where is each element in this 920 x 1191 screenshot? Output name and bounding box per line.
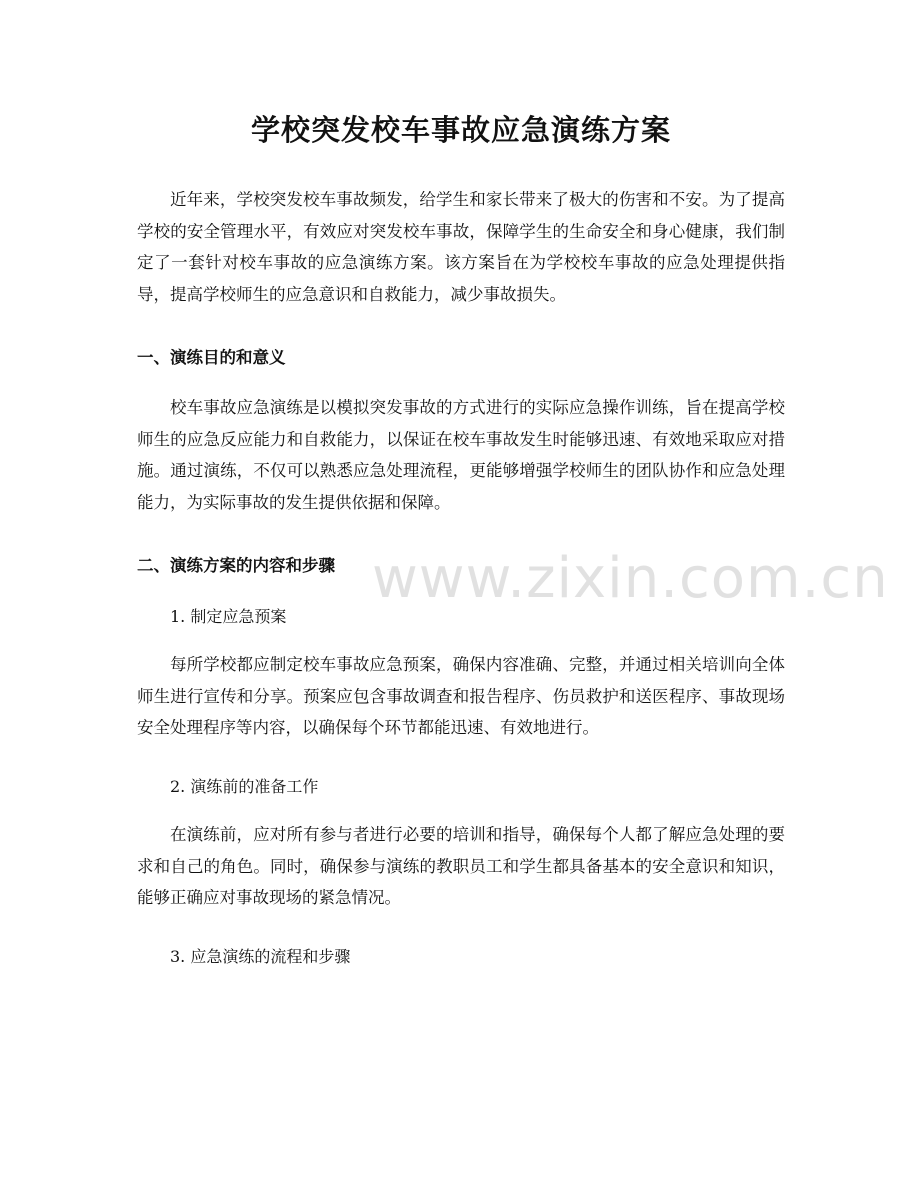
subitem-label-plan: 1. 制定应急预案 bbox=[170, 607, 287, 626]
subitem-body-plan: 每所学校都应制定校车事故应急预案，确保内容准确、完整，并通过相关培训向全体师生进行宣传和分享。预案应包含事故调查和报告程序、伤员救护和送医程序、事故现场安全处理程序等内容，以确保每个环节都能迅速、有效地进行。 bbox=[137, 655, 785, 737]
subitem-body-preparation: 在演练前，应对所有参与者进行必要的培训和指导，确保每个人都了解应急处理的要求和自己的角色。同时，确保参与演练的教职员工和学生都具备基本的安全意识和知识，能够正确应对事故现场的紧急情况。 bbox=[137, 825, 785, 907]
section-heading-content-steps: 二、演练方案的内容和步骤 bbox=[137, 556, 335, 575]
section-heading-purpose: 一、演练目的和意义 bbox=[137, 348, 286, 367]
subitem-label-process: 3. 应急演练的流程和步骤 bbox=[170, 947, 351, 966]
intro-paragraph: 近年来，学校突发校车事故频发，给学生和家长带来了极大的伤害和不安。为了提高学校的安全管理水平，有效应对突发校车事故，保障学生的生命安全和身心健康，我们制定了一套针对校车事故的应急演练方案。该方案旨在为学校校车事故的应急处理提供指导，提高学校师生的应急意识和自救能力，减少事故损失。 bbox=[137, 190, 785, 304]
watermark: www.zixin.com.cn bbox=[372, 546, 889, 611]
document-title: 学校突发校车事故应急演练方案 bbox=[250, 113, 671, 147]
section-body-purpose: 校车事故应急演练是以模拟突发事故的方式进行的实际应急操作训练，旨在提高学校师生的应急反应能力和自救能力，以保证在校车事故发生时能够迅速、有效地采取应对措施。通过演练，不仅可以熟悉应急处理流程，更能够增强学校师生的团队协作和应急处理能力，为实际事故的发生提供依据和保障。 bbox=[137, 398, 785, 512]
subitem-label-preparation: 2. 演练前的准备工作 bbox=[170, 777, 319, 796]
